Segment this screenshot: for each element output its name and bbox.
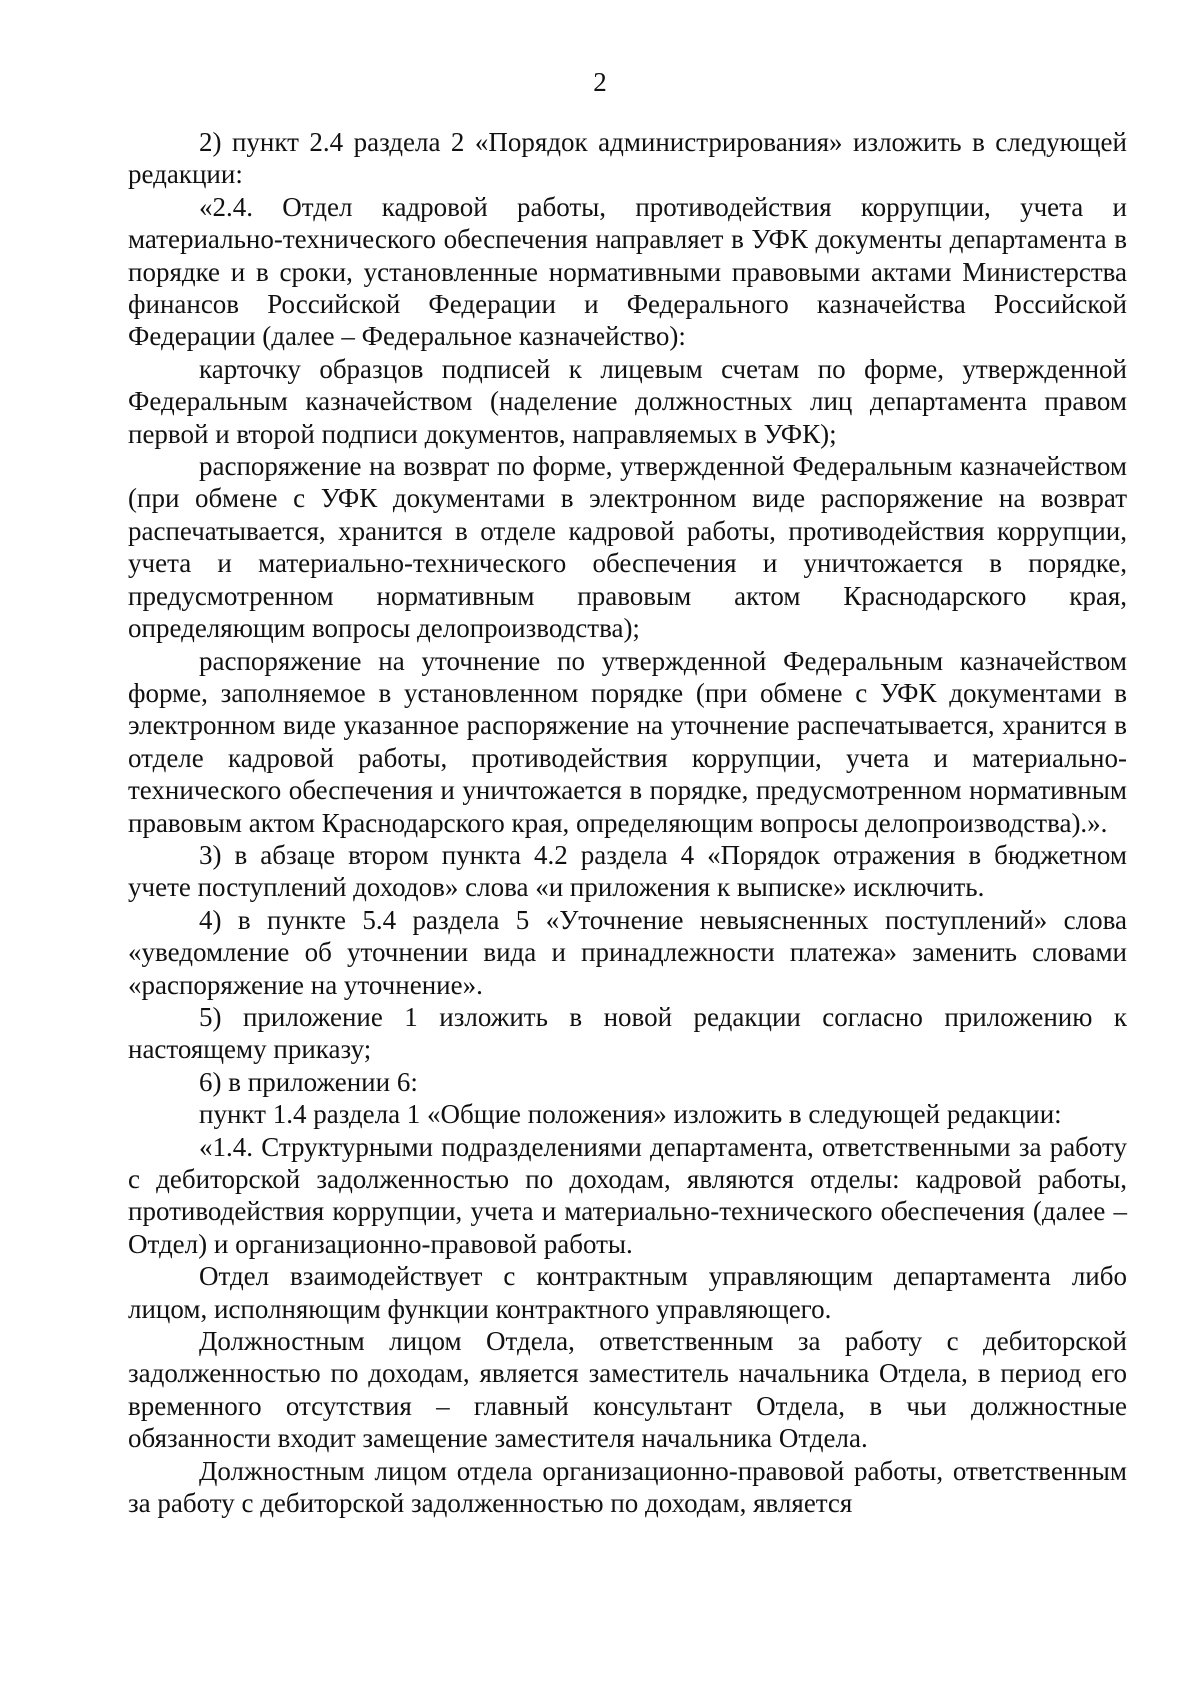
paragraph-clause-2-4: «2.4. Отдел кадровой работы, противодействия коррупции, учета и материально-технического обеспечения направляет в УФК документы департамента в порядке и в сроки, установленные нормативными правовыми актами Министерства финансов Российской Федерации и Федерального казначейства Российской Федерации (далее – Федеральное казначейство): bbox=[128, 191, 1127, 352]
page-number: 2 bbox=[593, 67, 607, 97]
paragraph-item-2: 2) пункт 2.4 раздела 2 «Порядок администрирования» изложить в следующей редакции: bbox=[128, 127, 1127, 190]
paragraph-clarification-order: распоряжение на уточнение по утвержденной Федеральным казначейством форме, заполняемое в установленном порядке (при обмене с УФК документами в электронном виде указанное распоряжение на уточнение распечатывается, хранится в отделе кадровой работы, противодействия коррупции, учета и материально-технического обеспечения и уничтожается в порядке, предусмотренном нормативным правовым актом Краснодарского края, определяющим вопросы делопроизводства).». bbox=[128, 645, 1127, 838]
paragraph-legal-department-official: Должностным лицом отдела организационно-правовой работы, ответственным за работу с дебиторской задолженностью по доходам, является bbox=[128, 1455, 1127, 1519]
paragraph-clause-1-4: «1.4. Структурными подразделениями департамента, ответственными за работу с дебиторской задолженностью по доходам, являются отделы: кадровой работы, противодействия коррупции, учета и материально-технического обеспечения (далее – Отдел) и организационно-правовой работы. bbox=[128, 1131, 1127, 1259]
paragraph-item-4: 4) в пункте 5.4 раздела 5 «Уточнение невыясненных поступлений» слова «уведомление об уточнении вида и принадлежности платежа» заменить словами «распоряжение на уточнение». bbox=[128, 904, 1127, 1000]
paragraph-clause-1-4-intro: пункт 1.4 раздела 1 «Общие положения» изложить в следующей редакции: bbox=[199, 1099, 1062, 1130]
paragraph-department-interaction: Отдел взаимодействует с контрактным управляющим департамента либо лицом, исполняющим функции контрактного управляющего. bbox=[128, 1261, 1127, 1324]
paragraph-responsible-official: Должностным лицом Отдела, ответственным за работу с дебиторской задолженностью по доходам, является заместитель начальника Отдела, в период его временного отсутствия – главный консультант Отдела, в чьи должностные обязанности входит замещение заместителя начальника Отдела. bbox=[128, 1326, 1127, 1454]
paragraph-item-6: 6) в приложении 6: bbox=[199, 1066, 418, 1097]
paragraph-signature-card: карточку образцов подписей к лицевым счетам по форме, утвержденной Федеральным казначейством (наделение должностных лиц департамента правом первой и второй подписи документов, направляемых в УФК); bbox=[128, 353, 1127, 449]
paragraph-item-5: 5) приложение 1 изложить в новой редакции согласно приложению к настоящему приказу; bbox=[128, 1001, 1127, 1065]
paragraph-refund-order: распоряжение на возврат по форме, утвержденной Федеральным казначейством (при обмене с УФК документами в электронном виде распоряжение на возврат распечатывается, хранится в отделе кадровой работы, противодействия коррупции, учета и материально-технического обеспечения и уничтожается в порядке, предусмотренном нормативным правовым актом Краснодарского края, определяющим вопросы делопроизводства); bbox=[128, 451, 1127, 644]
paragraph-item-3: 3) в абзаце втором пункта 4.2 раздела 4 «Порядок отражения в бюджетном учете поступлений доходов» слова «и приложения к выписке» исключить. bbox=[128, 839, 1127, 903]
document-body bbox=[128, 126, 1127, 1519]
